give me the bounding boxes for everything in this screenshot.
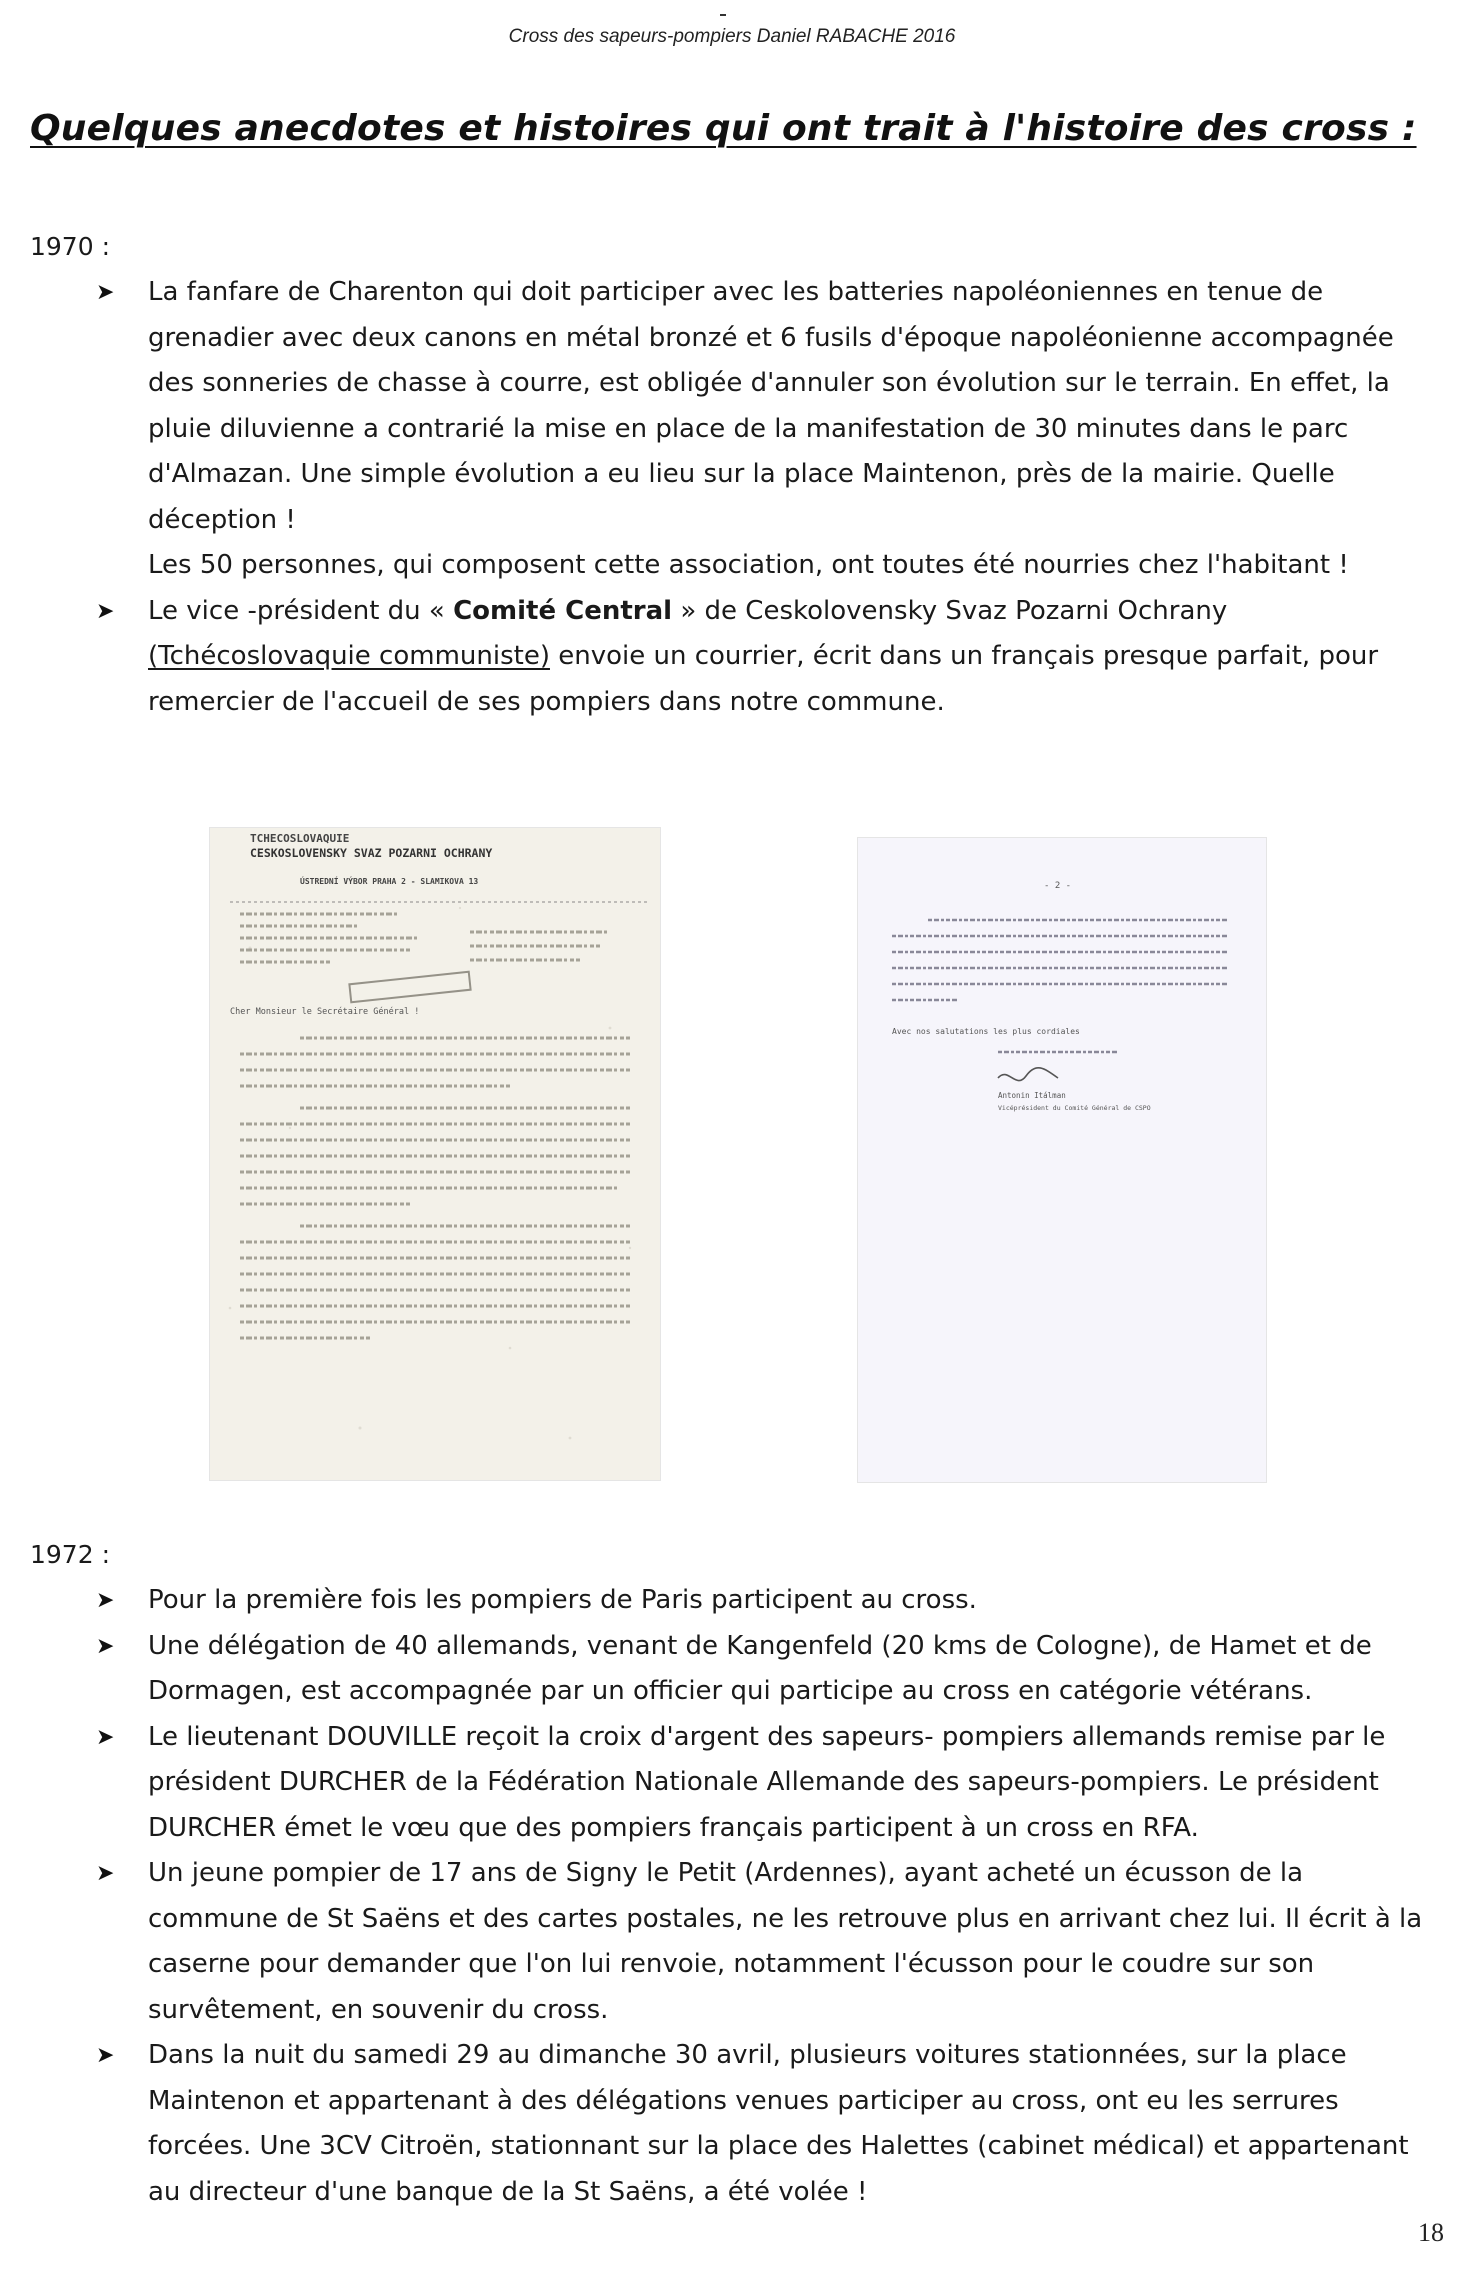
arrow-bullet-icon: ➤ xyxy=(96,1633,115,1659)
list-item xyxy=(96,1715,1426,1852)
arrow-bullet-icon: ➤ xyxy=(96,598,115,624)
bullet-text-part: envoie un courrier, écrit dans un français presque parfait, pour remercier de l'accueil de ses pompiers dans notre commune. xyxy=(148,641,1379,717)
bullet-text: Un jeune pompier de 17 ans de Signy le Petit (Ardennes), ayant acheté un écusson de la commune de St Saëns et des cartes postales, ne les retrouve plus en arrivant chez lui. Il écrit à la caserne pour demander que l'on lui renvoie, notamment l'écusson pour le coudre sur son survêtement, en souvenir du cross. xyxy=(148,1858,1423,2025)
scanned-letter-page-2 xyxy=(858,838,1266,1482)
header-mark xyxy=(720,14,726,16)
bullet-text: Le lieutenant DOUVILLE reçoit la croix d'argent des sapeurs- pompiers allemands remise par le président DURCHER de la Fédération Nationale Allemande des sapeurs-pompiers. Le président DURCHER émet le vœu que des pompiers français participent à un cross en RFA. xyxy=(148,1721,1386,1843)
year-heading-1970: 1970 : xyxy=(30,232,110,261)
bullet-text-continued: Les 50 personnes, qui composent cette association, ont toutes été nourries chez l'habitant ! xyxy=(148,550,1349,580)
arrow-bullet-icon: ➤ xyxy=(96,2043,115,2068)
letter-scan-graphic xyxy=(210,828,660,1480)
arrow-bullet-icon: ➤ xyxy=(96,1724,115,1750)
scanned-letter-page-1 xyxy=(210,828,660,1480)
signature-name: Antonin Itálman xyxy=(998,1091,1066,1100)
bullet-text-part: Le vice -président du « xyxy=(148,595,454,626)
list-item xyxy=(96,1578,1426,1624)
arrow-bullet-icon: ➤ xyxy=(96,1861,115,1886)
bullet-text: Pour la première fois les pompiers de Paris participent au cross. xyxy=(148,1585,977,1615)
year-heading-1972: 1972 : xyxy=(30,1540,110,1569)
arrow-bullet-icon: ➤ xyxy=(96,280,115,305)
letter-salutation: Cher Monsieur le Secrétaire Général ! xyxy=(230,1007,420,1017)
list-item xyxy=(96,589,1426,726)
letter-page-mark: - 2 - xyxy=(1044,881,1072,891)
letterhead-line-1: TCHECOSLOVAQUIE xyxy=(250,832,350,845)
signature-title: Vicéprésident du Comité Général de CSPO xyxy=(998,1104,1151,1112)
page-title: Quelques anecdotes et histoires qui ont trait à l'histoire des cross : xyxy=(30,108,1417,149)
bullet-list-1972 xyxy=(96,1578,1426,2215)
letter-scan-graphic-2 xyxy=(858,838,1266,1482)
page-number: 18 xyxy=(1418,2218,1444,2247)
bullet-text: La fanfare de Charenton qui doit participer avec les batteries napoléoniennes en tenue de grenadier avec deux canons en métal bronzé et 6 fusils d'époque napoléonienne accompagnée des sonneries de chasse à courre, est obligée d'annuler son évolution sur le terrain. En effet, la pluie diluvienne a contrarié la mise en place de la manifestation de 30 minutes dans le parc d'Almazan. Une simple évolution a eu lieu sur la place Maintenon, près de la mairie. Quelle déception ! xyxy=(148,277,1394,535)
letterhead-line-3: ÚSTREDNÍ VÝBOR PRAHA 2 - SLAMIKOVA 13 xyxy=(300,877,479,886)
running-header: Cross des sapeurs-pompiers Daniel RABACHE 2016 xyxy=(508,26,956,47)
bullet-list-1970 xyxy=(96,270,1426,725)
letter-closing: Avec nos salutations les plus cordiales xyxy=(892,1027,1080,1036)
bold-term: Comité Central xyxy=(453,595,673,626)
bullet-text: Dans la nuit du samedi 29 au dimanche 30 avril, plusieurs voitures stationnées, sur la place Maintenon et appartenant à des délégations venues participer au cross, ont eu les serrures forcées. Une 3CV Citroën, stationnant sur la place des Halettes (cabinet médical) et appartenant au directeur d'une banque de la St Saëns, a été volée ! xyxy=(148,2040,1409,2207)
list-item xyxy=(96,1851,1426,2033)
bullet-text-part: » de Ceskolovensky Svaz Pozarni Ochrany xyxy=(672,595,1228,626)
arrow-bullet-icon: ➤ xyxy=(96,1588,115,1613)
bullet-text: Une délégation de 40 allemands, venant de Kangenfeld (20 kms de Cologne), de Hamet et de Dormagen, est accompagnée par un officier qui participe au cross en catégorie vétérans. xyxy=(148,1630,1372,1706)
list-item xyxy=(96,1624,1426,1715)
underlined-term: (Tchécoslovaquie communiste) xyxy=(148,641,550,671)
letterhead-line-2: CESKOSLOVENSKY SVAZ POZARNI OCHRANY xyxy=(250,846,493,860)
list-item xyxy=(96,270,1426,589)
list-item xyxy=(96,2033,1426,2215)
